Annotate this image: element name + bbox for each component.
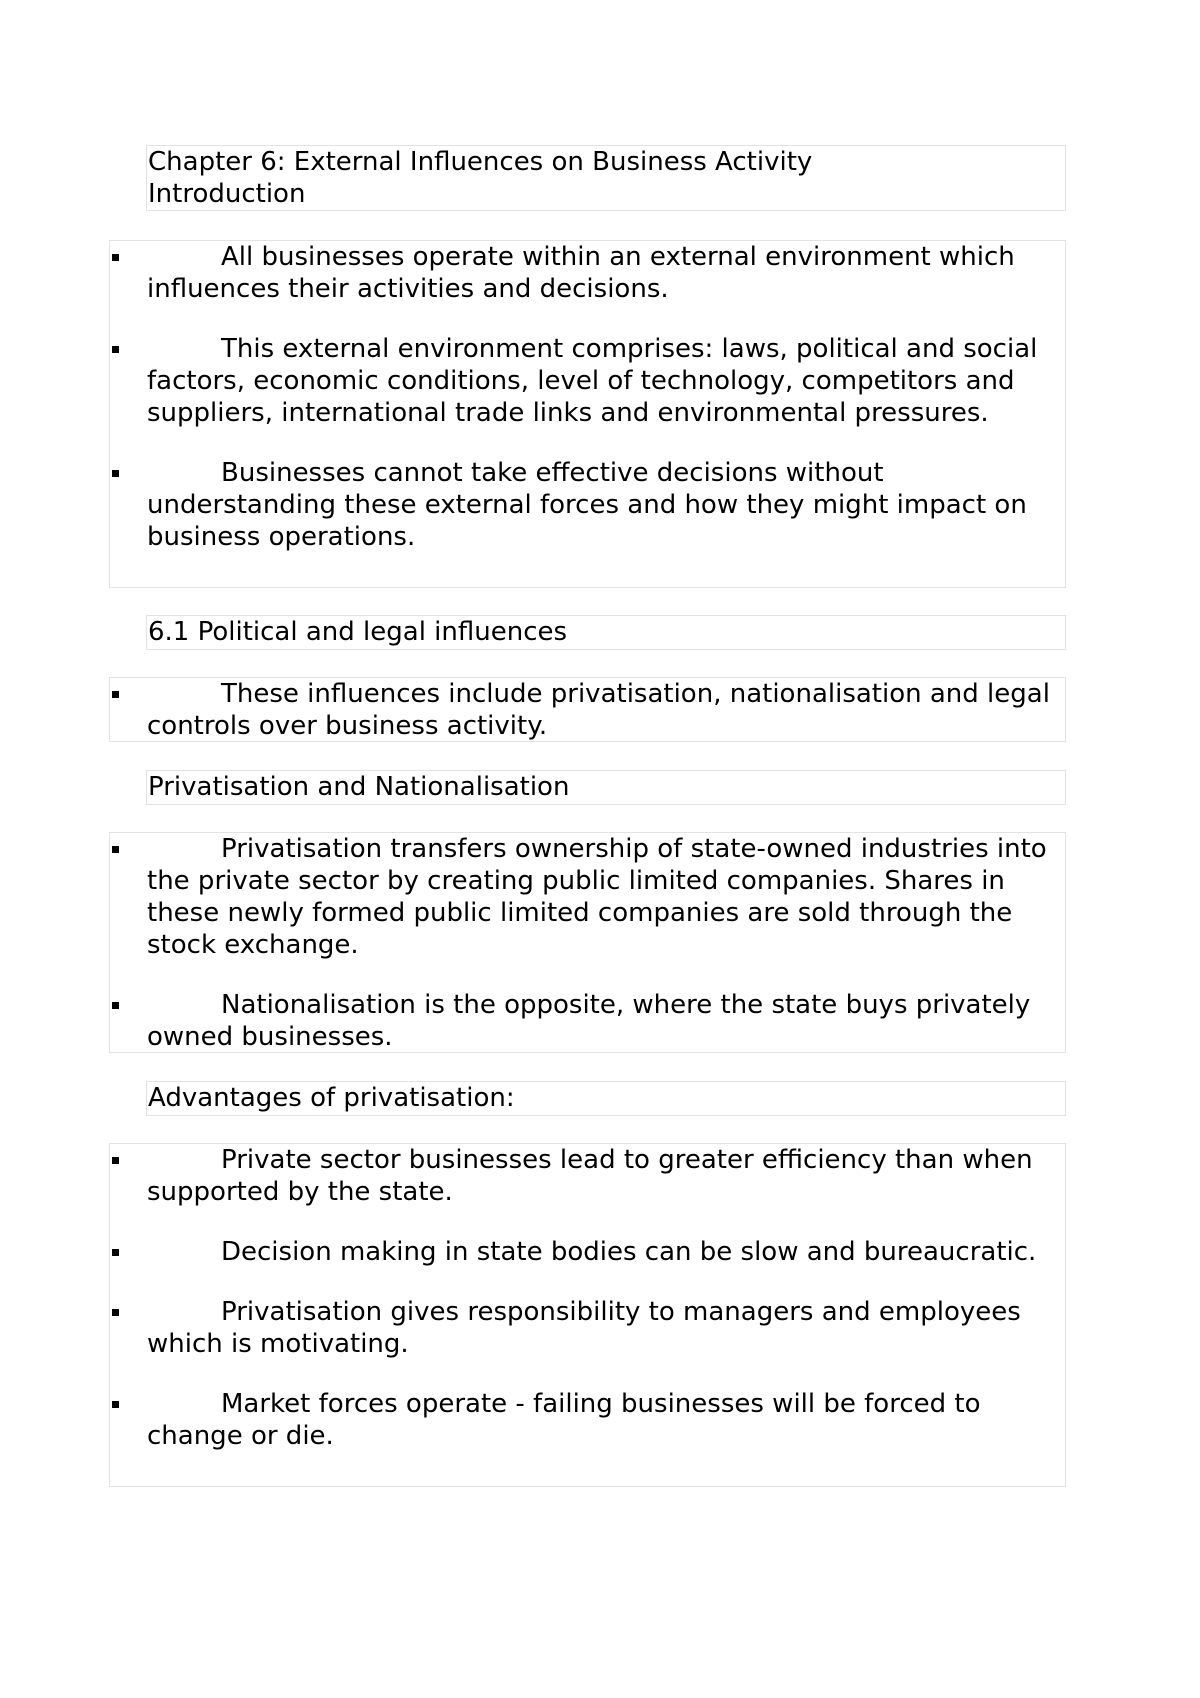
section-heading: 6.1 Political and legal influences: [148, 617, 568, 647]
subsection-heading: Privatisation and Nationalisation: [148, 772, 570, 802]
section-list: [110, 678, 1065, 742]
list-item: Privatisation gives responsibility to managers and employees which is motivating.: [110, 1296, 1065, 1360]
bullet-icon: [112, 470, 119, 477]
section-list-block: [109, 677, 1066, 742]
intro-list: [110, 241, 1065, 553]
intro-list-block: [109, 240, 1066, 588]
list-item: Market forces operate - failing businesses will be forced to change or die.: [110, 1388, 1065, 1452]
chapter-title: Chapter 6: External Influences on Business Activity: [148, 147, 813, 177]
bullet-icon: [112, 1309, 119, 1316]
list-item: Privatisation transfers ownership of state-owned industries into the private sector by creating public limited companies. Shares in these newly formed public limited companies are sold through the stock exchange.: [110, 833, 1065, 961]
list-item: Nationalisation is the opposite, where the state buys privately owned businesses.: [110, 989, 1065, 1053]
intro-heading: Introduction: [148, 179, 306, 209]
subsection-list-block: [109, 832, 1066, 1053]
section-heading-block: [146, 615, 1066, 650]
bullet-icon: [112, 254, 119, 261]
advantages-heading-block: [146, 1081, 1066, 1116]
bullet-icon: [112, 691, 119, 698]
subsection-heading-block: [146, 770, 1066, 805]
list-item: Businesses cannot take effective decisions without understanding these external forces and how they might impact on business operations.: [110, 457, 1065, 553]
bullet-icon: [112, 346, 119, 353]
list-item: Decision making in state bodies can be slow and bureaucratic.: [110, 1236, 1065, 1268]
title-block: [146, 145, 1066, 211]
bullet-icon: [112, 1401, 119, 1408]
bullet-icon: [112, 1157, 119, 1164]
advantages-list: [110, 1144, 1065, 1452]
bullet-icon: [112, 846, 119, 853]
subsection-list: [110, 833, 1065, 1053]
list-item: These influences include privatisation, nationalisation and legal controls over business activity.: [110, 678, 1065, 742]
list-item: This external environment comprises: laws, political and social factors, economic conditions, level of technology, competitors and suppliers, international trade links and environmental pressures.: [110, 333, 1065, 429]
advantages-list-block: [109, 1143, 1066, 1487]
list-item: Private sector businesses lead to greater efficiency than when supported by the state.: [110, 1144, 1065, 1208]
bullet-icon: [112, 1249, 119, 1256]
bullet-icon: [112, 1002, 119, 1009]
list-item: All businesses operate within an external environment which influences their activities and decisions.: [110, 241, 1065, 305]
advantages-heading: Advantages of privatisation:: [148, 1083, 515, 1113]
